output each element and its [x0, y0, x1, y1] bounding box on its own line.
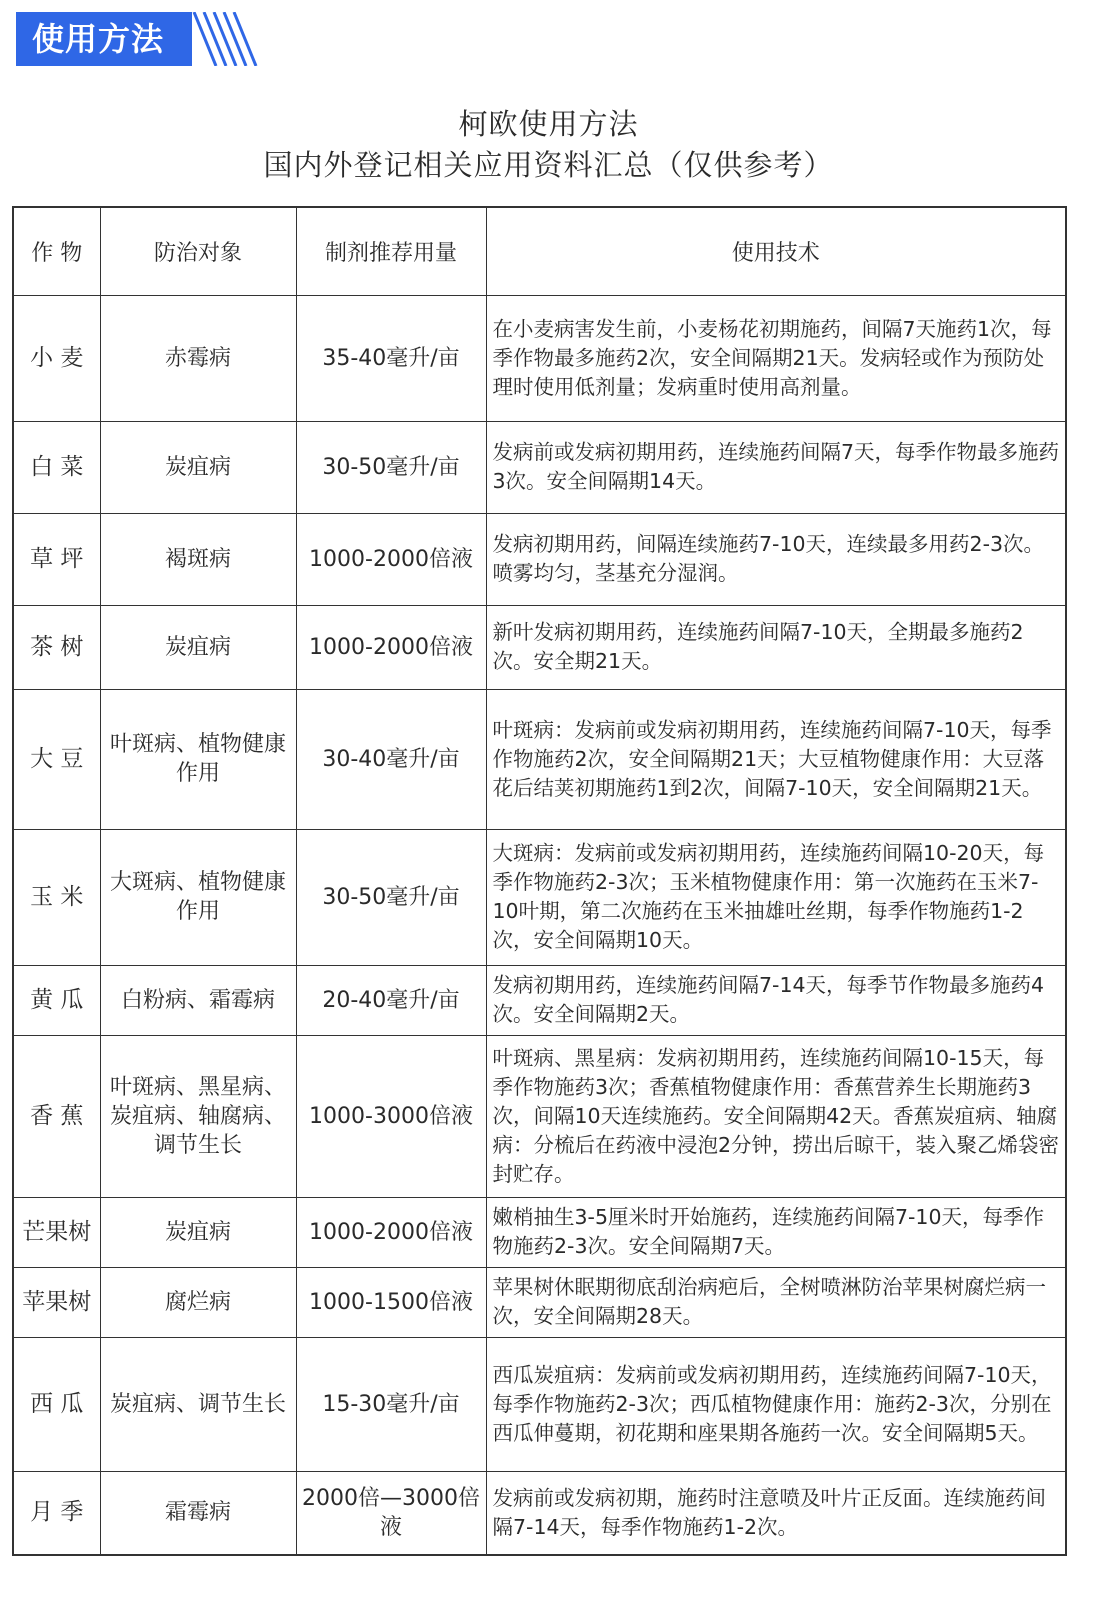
header-technique: 使用技术: [486, 207, 1066, 295]
table-row: [13, 1471, 1066, 1555]
dose-cell: 15-30毫升/亩: [296, 1337, 486, 1471]
table-row: [13, 513, 1066, 605]
crop-cell: 黄 瓜: [13, 965, 100, 1035]
dose-cell: 1000-1500倍液: [296, 1267, 486, 1337]
technique-cell: 叶斑病：发病前或发病初期用药，连续施药间隔7-10天，每季作物施药2次，安全间隔期21天；大豆植物健康作用：大豆落花后结荚初期施药1到2次，间隔7-10天，安全间隔期21天。: [486, 689, 1066, 829]
target-cell: 叶斑病、植物健康作用: [100, 689, 296, 829]
technique-cell: 西瓜炭疽病：发病前或发病初期用药，连续施药间隔7-10天，每季作物施药2-3次；西瓜植物健康作用：施药2-3次，分别在西瓜伸蔓期，初花期和座果期各施药一次。安全间隔期5天。: [486, 1337, 1066, 1471]
crop-cell: 月 季: [13, 1471, 100, 1555]
crop-cell: 小 麦: [13, 295, 100, 421]
target-cell: 炭疽病、调节生长: [100, 1337, 296, 1471]
crop-cell: 茶 树: [13, 605, 100, 689]
target-cell: 赤霉病: [100, 295, 296, 421]
crop-cell: 草 坪: [13, 513, 100, 605]
crop-cell: 香 蕉: [13, 1035, 100, 1197]
crop-cell: 苹果树: [13, 1267, 100, 1337]
table-row: [13, 965, 1066, 1035]
target-cell: 炭疽病: [100, 605, 296, 689]
dose-cell: 1000-2000倍液: [296, 513, 486, 605]
target-cell: 腐烂病: [100, 1267, 296, 1337]
target-cell: 褐斑病: [100, 513, 296, 605]
page-title: 柯欧使用方法: [458, 107, 639, 141]
usage-table: [12, 206, 1067, 1556]
dose-cell: 30-50毫升/亩: [296, 421, 486, 513]
dose-cell: 1000-3000倍液: [296, 1035, 486, 1197]
page-subtitle: 国内外登记相关应用资料汇总（仅供参考）: [263, 148, 834, 182]
crop-cell: 大 豆: [13, 689, 100, 829]
dose-cell: 30-50毫升/亩: [296, 829, 486, 965]
dose-cell: 30-40毫升/亩: [296, 689, 486, 829]
technique-cell: 发病前或发病初期用药，连续施药间隔7天，每季作物最多施药3次。安全间隔期14天。: [486, 421, 1066, 513]
table-row: [13, 1197, 1066, 1267]
table-row: [13, 1337, 1066, 1471]
target-cell: 炭疽病: [100, 421, 296, 513]
target-cell: 叶斑病、黑星病、炭疽病、轴腐病、调节生长: [100, 1035, 296, 1197]
technique-cell: 苹果树休眠期彻底刮治病疤后，全树喷淋防治苹果树腐烂病一次，安全间隔期28天。: [486, 1267, 1066, 1337]
technique-cell: 发病前或发病初期，施药时注意喷及叶片正反面。连续施药间隔7-14天，每季作物施药1-2次。: [486, 1471, 1066, 1555]
technique-cell: 叶斑病、黑星病：发病初期用药，连续施药间隔10-15天，每季作物施药3次；香蕉植物健康作用：香蕉营养生长期施药3次，间隔10天连续施药。安全间隔期42天。香蕉炭疽病、轴腐病：分梳后在药液中浸泡2分钟，捞出后晾干，装入聚乙烯袋密封贮存。: [486, 1035, 1066, 1197]
stripes-decoration: [190, 12, 265, 66]
table-row: [13, 829, 1066, 965]
crop-cell: 玉 米: [13, 829, 100, 965]
target-cell: 炭疽病: [100, 1197, 296, 1267]
crop-cell: 白 菜: [13, 421, 100, 513]
technique-cell: 在小麦病害发生前，小麦杨花初期施药，间隔7天施药1次，每季作物最多施药2次，安全间隔期21天。发病轻或作为预防处理时使用低剂量；发病重时使用高剂量。: [486, 295, 1066, 421]
table-row: [13, 1035, 1066, 1197]
table-header-row: [13, 207, 1066, 295]
target-cell: 白粉病、霜霉病: [100, 965, 296, 1035]
table-row: [13, 689, 1066, 829]
dose-cell: 1000-2000倍液: [296, 605, 486, 689]
technique-cell: 嫩梢抽生3-5厘米时开始施药，连续施药间隔7-10天，每季作物施药2-3次。安全间隔期7天。: [486, 1197, 1066, 1267]
header-dose: 制剂推荐用量: [296, 207, 486, 295]
dose-cell: 2000倍—3000倍液: [296, 1471, 486, 1555]
dose-cell: 20-40毫升/亩: [296, 965, 486, 1035]
table-row: [13, 1267, 1066, 1337]
table-row: [13, 295, 1066, 421]
technique-cell: 发病初期用药，连续施药间隔7-14天，每季节作物最多施药4次。安全间隔期2天。: [486, 965, 1066, 1035]
dose-cell: 1000-2000倍液: [296, 1197, 486, 1267]
table-row: [13, 605, 1066, 689]
section-badge: 使用方法: [16, 12, 192, 66]
technique-cell: 大斑病：发病前或发病初期用药，连续施药间隔10-20天，每季作物施药2-3次；玉米植物健康作用：第一次施药在玉米7-10叶期，第二次施药在玉米抽雄吐丝期，每季作物施药1-2次，安全间隔期10天。: [486, 829, 1066, 965]
dose-cell: 35-40毫升/亩: [296, 295, 486, 421]
technique-cell: 发病初期用药，间隔连续施药7-10天，连续最多用药2-3次。喷雾均匀，茎基充分湿润。: [486, 513, 1066, 605]
technique-cell: 新叶发病初期用药，连续施药间隔7-10天，全期最多施药2次。安全期21天。: [486, 605, 1066, 689]
target-cell: 霜霉病: [100, 1471, 296, 1555]
target-cell: 大斑病、植物健康作用: [100, 829, 296, 965]
crop-cell: 芒果树: [13, 1197, 100, 1267]
table-row: [13, 421, 1066, 513]
header-target: 防治对象: [100, 207, 296, 295]
header-crop: 作 物: [13, 207, 100, 295]
crop-cell: 西 瓜: [13, 1337, 100, 1471]
